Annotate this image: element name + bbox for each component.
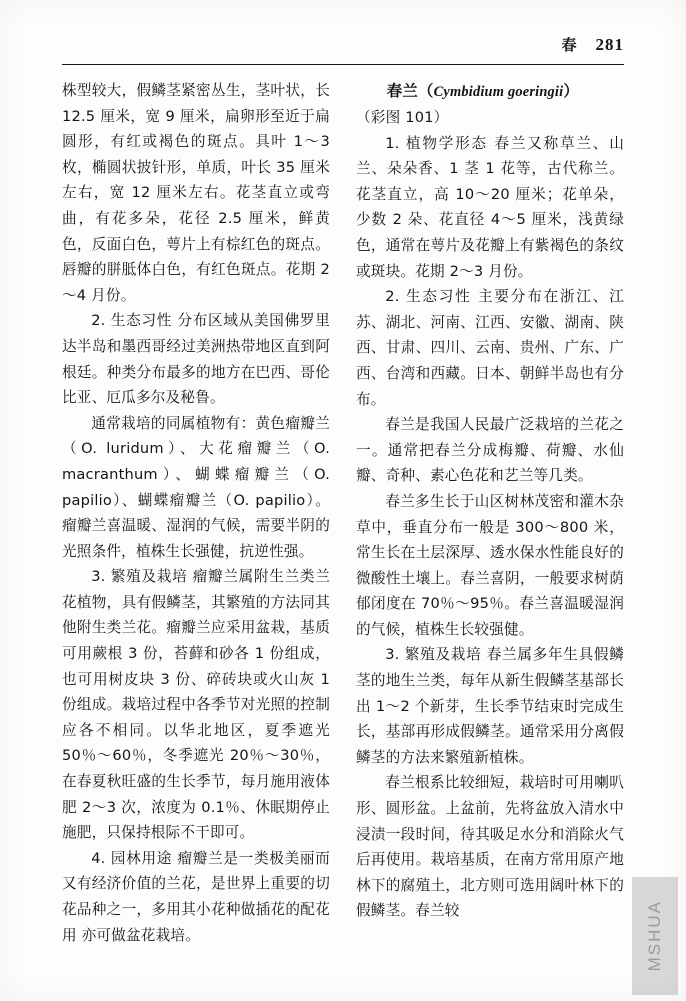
running-head-word: 春 <box>561 36 578 54</box>
paragraph: 株型较大，假鳞茎紧密丛生，茎叶状，长 12.5 厘米，宽 9 厘米，扁卵形至近于扁圆形，有红或褐色的斑点。具叶 1～3 枚，椭圆状披针形，单质，叶长 35 厘米左右，宽 12 厘米左右。花茎直立或弯曲，有花多朵，花径 2.5 厘米，鲜黄色，反面白色，萼片上有棕红色的斑点。唇瓣的胼胝体白色，有红色斑点。花期 2～4 月份。 <box>62 82 330 304</box>
paragraph: 春兰是我国人民最广泛栽培的兰花之一。通常把春兰分成梅瓣、荷瓣、水仙瓣、奇种、素心色花和艺兰等几类。 <box>356 416 624 485</box>
running-head <box>561 34 624 55</box>
paragraph: 通常栽培的同属植物有：黄色瘤瓣兰（O. luridum）、大花瘤瓣兰（O. macranthum）、蝴蝶瘤瓣兰（O. papilio）、蝴蝶瘤瓣兰（O. papilio）。瘤瓣兰喜温暖、湿润的气候，需要半阴的光照条件，植株生长强健，抗逆性强。 <box>62 414 330 560</box>
paragraph: 3. 繁殖及栽培 春兰属多年生具假鳞茎的地生兰类，每年从新生假鳞茎基部长出 1～2 个新芽，生长季节结束时完成生长，基部再形成假鳞茎。通常采用分离假鳞茎的方法来繁殖新植株。 <box>356 646 624 766</box>
watermark-badge <box>632 877 678 995</box>
page-content-area <box>62 34 624 964</box>
figure-reference: （彩图 101） <box>356 109 449 126</box>
header-rule <box>62 64 624 65</box>
section-title-cn: 春兰 <box>386 82 418 100</box>
paragraph: 4. 园林用途 瘤瓣兰是一类极美丽而又有经济价值的兰花，是世界上重要的切花品种之一，多用其小花种做插花的配花用 亦可做盆花栽培。 <box>62 849 330 944</box>
watermark-text: MSHUA <box>645 900 664 972</box>
left-column <box>62 78 330 948</box>
paragraph: 3. 繁殖及栽培 瘤瓣兰属附生兰类兰花植物，具有假鳞茎，其繁殖的方法同其他附生类兰花。瘤瓣兰应采用盆栽，基质可用蕨根 3 份，苔藓和砂各 1 份组成，也可用树皮块 3 份、碎砖块或火山灰 1 份组成。栽培过程中各季节对光照的控制应各不相同。以华北地区，夏季遮光 50％～60％，冬季遮光 20％～30％，在春夏秋旺盛的生长季节，每月施用液体肥 2～3 次，浓度为 0.1％、休眠期停止施肥，只保持根际不干即可。 <box>62 568 330 842</box>
paragraph: 春兰根系比较细短，栽培时可用喇叭形、圆形盆。上盆前，先将盆放入清水中浸渍一段时间，待其吸足水分和消除火气后再使用。栽培基质，在南方常用原产地林下的腐殖土，北方则可选用阔叶林下的假鳞茎。春兰较 <box>356 774 624 920</box>
two-column-body <box>62 78 624 948</box>
right-column <box>356 78 624 948</box>
page-number: 281 <box>595 35 624 54</box>
paragraph: 1. 植物学形态 春兰又称草兰、山兰、朵朵香、1 茎 1 花等，古代称兰。花茎直立，高 10～20 厘米；花单朵，少数 2 朵、花直径 4～5 厘米，浅黄绿色，通常在萼片及花瓣上有紫褐色的条纹或斑块。花期 2～3 月份。 <box>356 134 624 280</box>
paragraph: 2. 生态习性 分布区域从美国佛罗里达半岛和墨西哥经过美洲热带地区直到阿根廷。种类分布最多的地方在巴西、哥伦比亚、厄瓜多尔及秘鲁。 <box>62 312 330 407</box>
section-title-latin: Cymbidium goeringii <box>433 84 564 100</box>
section-heading: 春兰（Cymbidium goeringii） <box>386 82 579 100</box>
paragraph: 春兰多生长于山区树林茂密和灌木杂草中，垂直分布一般是 300～800 米，常生长在土层深厚、透水保水性能良好的微酸性土壤上。春兰喜阴，一般要求树荫郁闭度在 70％～95％。春兰喜温暖湿润的气候，植株生长较强健。 <box>356 492 624 638</box>
paragraph: 2. 生态习性 主要分布在浙江、江苏、湖北、河南、江西、安徽、湖南、陕西、甘肃、四川、云南、贵州、广东、广西、台湾和西藏。日本、朝鲜半岛也有分布。 <box>356 288 624 408</box>
